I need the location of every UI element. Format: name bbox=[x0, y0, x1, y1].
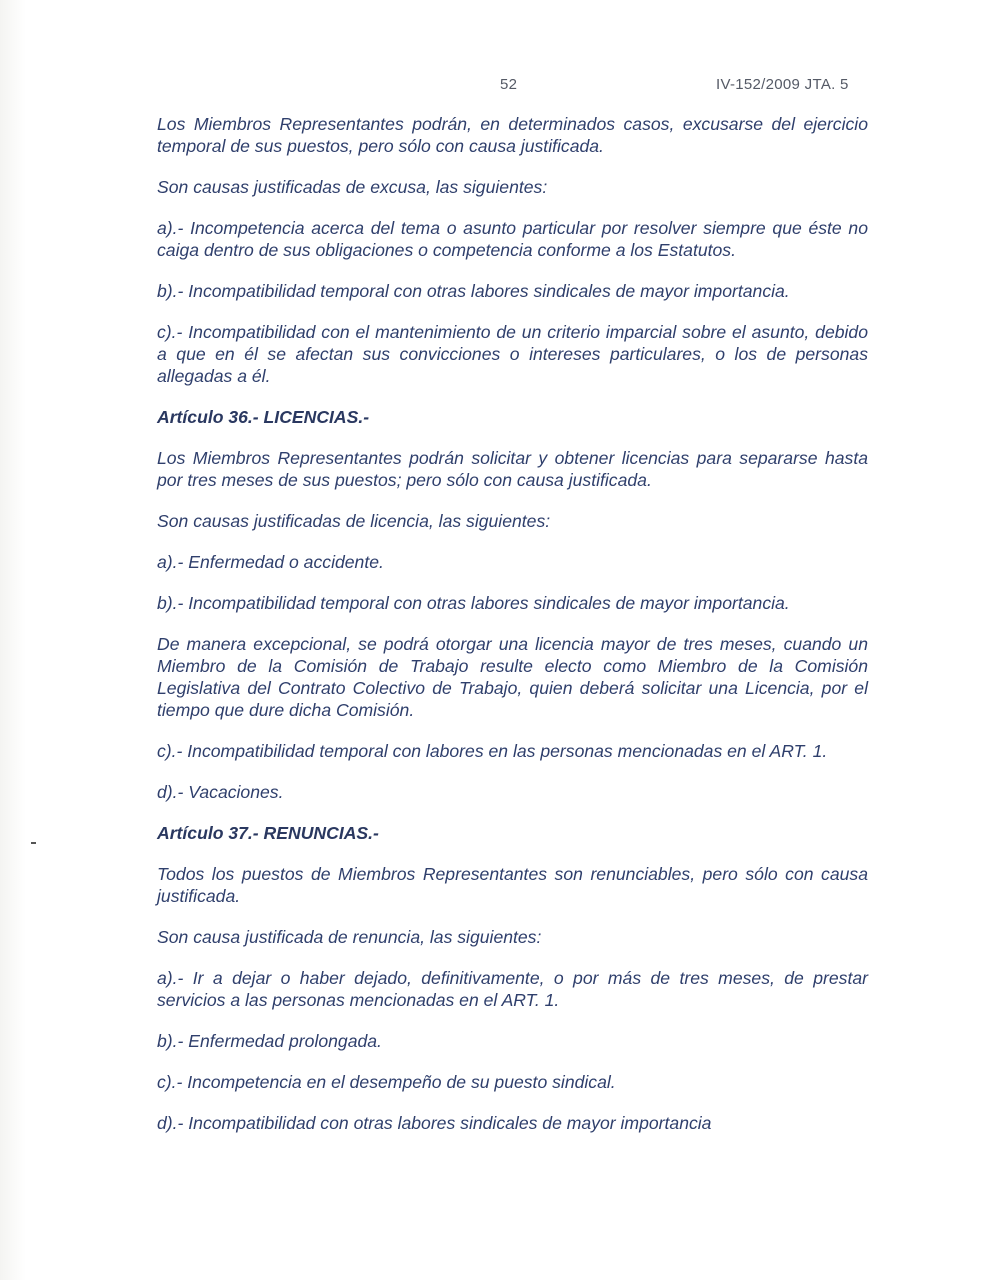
list-item-licencia-a: a).- Enfermedad o accidente. bbox=[157, 552, 384, 572]
paragraph-renuncias-causas: Son causa justificada de renuncia, las siguientes: bbox=[157, 927, 542, 947]
paragraph-excusa-intro: Los Miembros Representantes podrán, en determinados casos, excusarse del ejercicio temporal de sus puestos, pero sólo con causa justificada. bbox=[157, 114, 868, 156]
list-item-excusa-a: a).- Incompetencia acerca del tema o asunto particular por resolver siempre que éste no caiga dentro de sus obligaciones o competencia conforme a los Estatutos. bbox=[157, 218, 868, 260]
document-body bbox=[157, 113, 868, 1134]
list-item-renuncia-b: b).- Enfermedad prolongada. bbox=[157, 1031, 382, 1051]
paragraph-renuncias-intro: Todos los puestos de Miembros Representantes son renunciables, pero sólo con causa justificada. bbox=[157, 864, 868, 906]
paragraph-excusa-causas: Son causas justificadas de excusa, las siguientes: bbox=[157, 177, 548, 197]
page-header bbox=[0, 76, 981, 96]
paragraph-licencia-excepcional: De manera excepcional, se podrá otorgar una licencia mayor de tres meses, cuando un Miembro de la Comisión de Trabajo resulte electo como Miembro de la Comisión Legislativa del Contrato Colectivo de Trabajo, quien deberá solicitar una Licencia, por el tiempo que dure dicha Comisión. bbox=[157, 634, 868, 720]
scan-mark bbox=[31, 842, 36, 844]
list-item-renuncia-a: a).- Ir a dejar o haber dejado, definitivamente, o por más de tres meses, de prestar servicios a las personas mencionadas en el ART. 1. bbox=[157, 968, 868, 1010]
document-reference: IV-152/2009 JTA. 5 bbox=[716, 76, 849, 93]
list-item-excusa-b: b).- Incompatibilidad temporal con otras labores sindicales de mayor importancia. bbox=[157, 281, 790, 301]
list-item-licencia-c: c).- Incompatibilidad temporal con labores en las personas mencionadas en el ART. 1. bbox=[157, 741, 828, 761]
paragraph-licencias-intro: Los Miembros Representantes podrán solicitar y obtener licencias para separarse hasta por tres meses de sus puestos; pero sólo con causa justificada. bbox=[157, 448, 868, 490]
article-36-heading: Artículo 36.- LICENCIAS.- bbox=[157, 407, 370, 427]
list-item-renuncia-c: c).- Incompetencia en el desempeño de su puesto sindical. bbox=[157, 1072, 616, 1092]
scan-edge-shadow bbox=[0, 0, 26, 1280]
list-item-licencia-b: b).- Incompatibilidad temporal con otras labores sindicales de mayor importancia. bbox=[157, 593, 790, 613]
article-37-heading: Artículo 37.- RENUNCIAS.- bbox=[157, 823, 379, 843]
list-item-excusa-c: c).- Incompatibilidad con el mantenimiento de un criterio imparcial sobre el asunto, debido a que en él se afectan sus convicciones o intereses particulares, o los de personas allegadas a él. bbox=[157, 322, 868, 386]
page-number: 52 bbox=[500, 76, 518, 93]
list-item-licencia-d: d).- Vacaciones. bbox=[157, 782, 284, 802]
list-item-renuncia-d: d).- Incompatibilidad con otras labores sindicales de mayor importancia bbox=[157, 1113, 712, 1133]
paragraph-licencias-causas: Son causas justificadas de licencia, las siguientes: bbox=[157, 511, 551, 531]
